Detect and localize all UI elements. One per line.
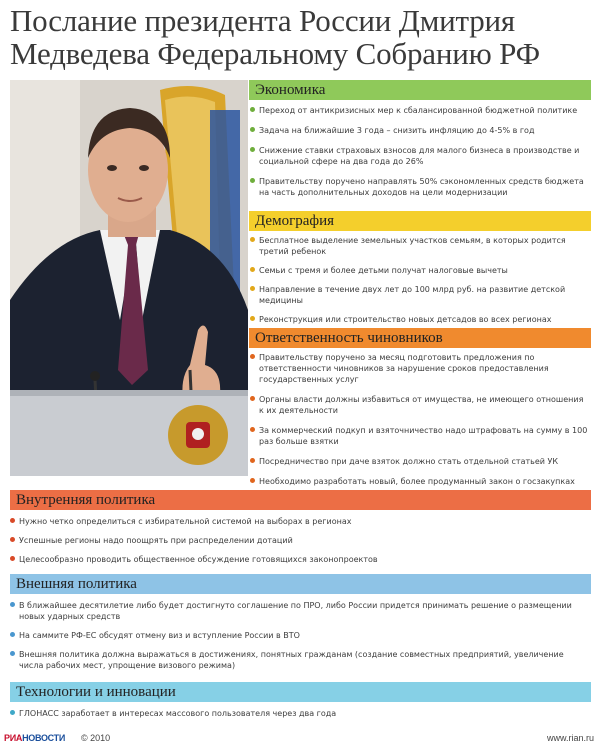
list-item-text: В ближайшее десятилетие либо будет достигнуто соглашение по ПРО, либо России придется принимать решение о размещении новых ударных средств (19, 601, 572, 621)
bullet-icon (250, 427, 255, 432)
list-item (250, 425, 588, 447)
bullet-icon (250, 286, 255, 291)
list-item-text: Правительству поручено за месяц подготовить предложения по ответственности чиновников за нарушение сроков предоставления государственных услуг (259, 353, 549, 384)
list-item-text: Задача на ближайшие 3 года – снизить инфляцию до 4-5% в год (259, 126, 535, 135)
list-item (10, 649, 590, 671)
list-item-text: На саммите РФ-ЕС обсудят отмену виз и вступление России в ВТО (19, 631, 300, 640)
list-item (10, 554, 590, 565)
responsibility-list (250, 352, 588, 496)
list-item (250, 235, 588, 257)
bullet-icon (10, 537, 15, 542)
list-item-text: Внешняя политика должна выражаться в достижениях, понятных гражданам (создание совместных предприятий, увеличение числа рабочих мест, упрощение визового режима) (19, 650, 564, 670)
economy-list (250, 105, 588, 207)
foreign-list (10, 600, 590, 679)
list-item-text: ГЛОНАСС заработает в интересах массового пользователя через два года (19, 709, 337, 718)
list-item-text: Нужно четко определиться с избирательной системой на выборах в регионах (19, 517, 352, 526)
list-item-text: Переход от антикризисных мер к сбалансированной бюджетной политике (259, 106, 578, 115)
list-item-text: Посредничество при даче взяток должно стать отдельной статьей УК (259, 457, 559, 466)
list-item (250, 125, 588, 136)
list-item (250, 176, 588, 198)
list-item-text: Бесплатное выделение земельных участков семьям, в которых родится третий ребенок (259, 236, 566, 256)
list-item (250, 145, 588, 167)
bullet-icon (10, 602, 15, 607)
list-item-text: Целесообразно проводить общественное обсуждение готовящихся законопроектов (19, 555, 378, 564)
demography-list (250, 235, 588, 333)
list-item (10, 516, 590, 527)
list-item-text: Направление в течение двух лет до 100 млрд руб. на развитие детской медицины (259, 285, 566, 305)
page-title: Послание президента России Дмитрия Медведева Федеральному Собранию РФ (10, 3, 540, 71)
bullet-icon (250, 147, 255, 152)
list-item (250, 476, 588, 487)
bullet-icon (250, 354, 255, 359)
list-item-text: Семьи с тремя и более детьми получат налоговые вычеты (259, 266, 508, 275)
site-link[interactable]: www.rian.ru (546, 733, 594, 743)
bullet-icon (10, 518, 15, 523)
bullet-icon (250, 267, 255, 272)
section-heading-technology: Технологии и инновации (10, 682, 591, 702)
brand-ria: РИА (4, 733, 23, 743)
president-photo (10, 80, 248, 476)
bullet-icon (250, 316, 255, 321)
bullet-icon (10, 632, 15, 637)
copyright: © 2010 (81, 733, 111, 743)
list-item (250, 456, 588, 467)
list-item (250, 284, 588, 306)
brand-news: НОВОСТИ (22, 733, 65, 743)
bullet-icon (250, 396, 255, 401)
list-item (10, 708, 590, 719)
bullet-icon (10, 651, 15, 656)
section-heading-demography: Демография (249, 211, 591, 231)
list-item (250, 352, 588, 385)
list-item (10, 535, 590, 546)
list-item-text: Снижение ставки страховых взносов для малого бизнеса в производстве и социальной сфере на два года до 26% (259, 146, 580, 166)
domestic-list (10, 516, 590, 573)
bullet-icon (250, 107, 255, 112)
list-item-text: За коммерческий подкуп и взяточничество надо штрафовать на сумму в 100 раз больше взятки (259, 426, 588, 446)
bullet-icon (10, 556, 15, 561)
bullet-icon (250, 478, 255, 483)
list-item (250, 314, 588, 325)
footer (0, 732, 600, 744)
bullet-icon (10, 710, 15, 715)
list-item-text: Успешные регионы надо поощрять при распределении дотаций (19, 536, 293, 545)
bullet-icon (250, 237, 255, 242)
section-heading-domestic: Внутренняя политика (10, 490, 591, 510)
list-item-text: Реконструкция или строительство новых детсадов во всех регионах (259, 315, 552, 324)
list-item (10, 600, 590, 622)
list-item (250, 105, 588, 116)
list-item-text: Необходимо разработать новый, более продуманный закон о госзакупках (259, 477, 575, 486)
list-item-text: Правительству поручено направлять 50% сэкономленных средств бюджета на часть дополнительных доходов на цели модернизации (259, 177, 584, 197)
ria-novosti-logo[interactable] (4, 732, 65, 744)
list-item (250, 394, 588, 416)
section-heading-responsibility: Ответственность чиновников (249, 328, 591, 348)
list-item-text: Органы власти должны избавиться от имущества, не имеющего отношения к их деятельности (259, 395, 584, 415)
list-item (250, 265, 588, 276)
list-item (10, 630, 590, 641)
bullet-icon (250, 458, 255, 463)
bullet-icon (250, 178, 255, 183)
bullet-icon (250, 127, 255, 132)
section-heading-foreign: Внешняя политика (10, 574, 591, 594)
technology-list (10, 708, 590, 719)
section-heading-economy: Экономика (249, 80, 591, 100)
